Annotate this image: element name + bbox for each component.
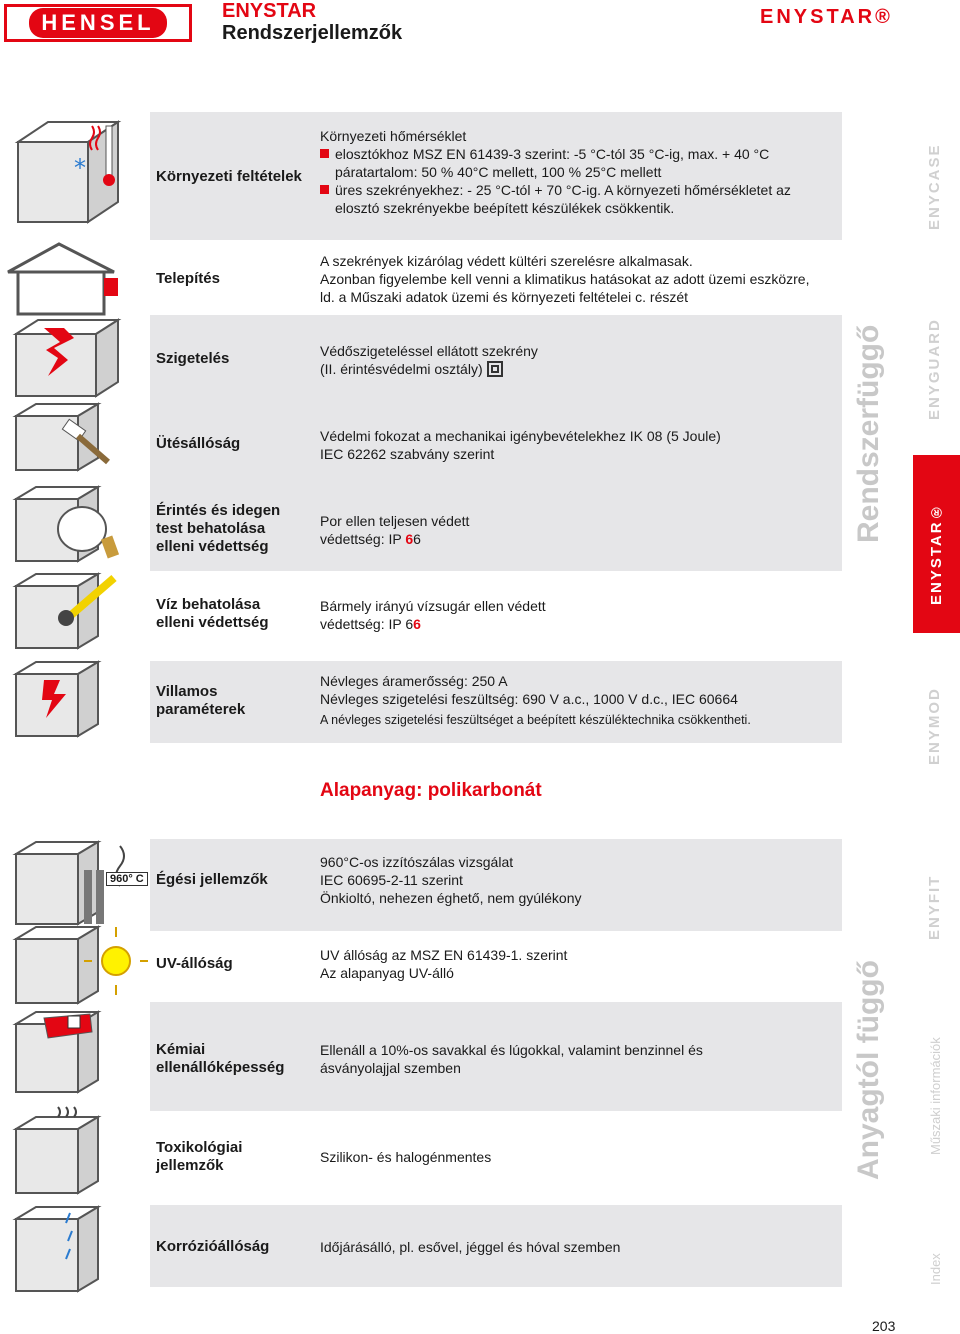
label-szigeteles: Szigetelés bbox=[156, 350, 230, 367]
line: Por ellen teljesen védett bbox=[320, 513, 470, 529]
text-uv bbox=[320, 946, 840, 982]
line: Névleges szigetelési feszültség: 690 V a.c., 1000 V d.c., IEC 60664 bbox=[320, 691, 738, 707]
tab-muszaki-informaciok[interactable]: Műszaki információk bbox=[928, 1037, 943, 1155]
text-villamos bbox=[320, 672, 840, 729]
line-text: elosztó szekrényekbe beépített készülékek csökkentik. bbox=[335, 200, 675, 216]
cabinet-sun-icon bbox=[8, 925, 148, 1005]
label-utesallosag: Ütésállóság bbox=[156, 435, 241, 452]
label-uv: UV-állóság bbox=[156, 955, 233, 972]
label-egesi: Égési jellemzők bbox=[156, 871, 268, 888]
line: Védőszigeteléssel ellátott szekrény bbox=[320, 343, 538, 359]
label-korrozio: Korrózióállóság bbox=[156, 1238, 270, 1255]
line bbox=[320, 199, 830, 217]
cabinet-lightning-icon bbox=[8, 318, 128, 398]
line-ip bbox=[320, 530, 840, 548]
label-villamos bbox=[156, 683, 245, 719]
line-text: elosztókhoz MSZ EN 61439-3 szerint: -5 °C-tól 35 °C-ig, max. + 40 °C bbox=[335, 146, 770, 162]
ip-prefix: védettség: IP 6 bbox=[320, 616, 414, 632]
tab-enystar-active[interactable] bbox=[913, 455, 960, 633]
label-line: Villamos bbox=[156, 683, 218, 700]
temp-badge: 960° C bbox=[106, 872, 148, 886]
line: IEC 62262 szabvány szerint bbox=[320, 446, 495, 462]
line: ásványolajjal szemben bbox=[320, 1060, 461, 1076]
side-label-anyagtol: Anyagtól függő bbox=[852, 960, 885, 1180]
label-erintes bbox=[156, 502, 280, 556]
cabinet-hammer-icon bbox=[8, 402, 128, 472]
cabinet-chemical-icon bbox=[8, 1010, 128, 1095]
cabinet-fumes-icon bbox=[8, 1105, 128, 1195]
small-line: A névleges szigetelési feszültséget a beépített készüléktechnika csökkentheti. bbox=[320, 713, 751, 727]
tab-enycase[interactable]: ENYCASE bbox=[926, 143, 943, 230]
enystar-logo: ENYSTAR® bbox=[760, 6, 893, 28]
tab-index[interactable]: Index bbox=[928, 1253, 943, 1285]
line: Az alapanyag UV-álló bbox=[320, 965, 454, 981]
tab-enymod[interactable]: ENYMOD bbox=[926, 687, 943, 765]
text-kemiai bbox=[320, 1041, 840, 1077]
ip-prefix: védettség: IP bbox=[320, 531, 406, 547]
double-insulation-icon bbox=[487, 361, 503, 377]
hensel-logo bbox=[4, 4, 192, 42]
text-utesallosag bbox=[320, 427, 840, 463]
text-korrozio bbox=[320, 1238, 840, 1256]
label-kemiai bbox=[156, 1041, 284, 1077]
line-ip bbox=[320, 615, 840, 633]
label-line: test behatolása bbox=[156, 520, 266, 537]
svg-text:*: * bbox=[74, 154, 86, 182]
label-line: elleni védettség bbox=[156, 614, 269, 631]
text-egesi bbox=[320, 853, 840, 907]
text-viz bbox=[320, 597, 840, 633]
text-erintes bbox=[320, 512, 840, 548]
line-text: üres szekrényekhez: - 25 °C-tól + 70 °C-ig. A környezeti hőmérsékletet az bbox=[335, 182, 791, 198]
line: 960°C-os izzítószálas vizsgálat bbox=[320, 854, 514, 870]
tab-enyfit[interactable]: ENYFIT bbox=[926, 874, 943, 940]
label-line: jellemzők bbox=[156, 1157, 224, 1174]
cabinet-thermometer-icon bbox=[8, 112, 128, 232]
line: Önkioltó, nehezen éghető, nem gyúlékony bbox=[320, 890, 582, 906]
line: Bármely irányú vízsugár ellen védett bbox=[320, 598, 546, 614]
tab-enystar-label: ENYSTAR® bbox=[928, 501, 945, 605]
line: Azonban figyelembe kell venni a klimatikus hatásokat az adott üzemi eszközre, bbox=[320, 271, 810, 287]
line: Időjárásálló, pl. esővel, jéggel és hóval szemben bbox=[320, 1239, 621, 1255]
house-icon bbox=[4, 242, 124, 317]
text-kornyezeti bbox=[320, 127, 830, 217]
label-line: Víz behatolása bbox=[156, 596, 261, 613]
line: Ellenáll a 10%-os savakkal és lúgokkal, valamint benzinnel és bbox=[320, 1042, 703, 1058]
label-line: elleni védettség bbox=[156, 538, 269, 555]
bullet-icon bbox=[320, 149, 329, 158]
page-title: Rendszerjellemzők bbox=[222, 22, 403, 44]
line bbox=[320, 181, 830, 199]
label-line: paraméterek bbox=[156, 701, 246, 718]
text-telepites bbox=[320, 252, 840, 306]
line bbox=[320, 360, 840, 378]
ip-rest: 6 bbox=[413, 531, 421, 547]
ip-red-digit: 6 bbox=[413, 616, 421, 632]
tab-enyguard[interactable]: ENYGUARD bbox=[926, 318, 943, 420]
label-kornyezeti: Környezeti feltételek bbox=[156, 168, 302, 185]
label-toxikologiai bbox=[156, 1139, 242, 1175]
logo-text: HENSEL bbox=[29, 8, 166, 38]
section-title-material: Alapanyag: polikarbonát bbox=[320, 780, 542, 801]
line: Védelmi fokozat a mechanikai igénybevételekhez IK 08 (5 Joule) bbox=[320, 428, 721, 444]
line: IEC 60695-2-11 szerint bbox=[320, 872, 463, 888]
doc-brand: ENYSTAR bbox=[222, 0, 317, 22]
label-line: Kémiai bbox=[156, 1041, 206, 1058]
text-szigeteles bbox=[320, 342, 840, 378]
line: Szilikon- és halogénmentes bbox=[320, 1149, 492, 1165]
label-line: Toxikológiai bbox=[156, 1139, 243, 1156]
label-line: Érintés és idegen bbox=[156, 502, 281, 519]
line: Környezeti hőmérséklet bbox=[320, 128, 467, 144]
cabinet-lightning-icon bbox=[8, 660, 128, 740]
page-number: 203 bbox=[872, 1318, 896, 1334]
text-toxikologiai bbox=[320, 1148, 840, 1166]
label-viz bbox=[156, 596, 269, 632]
label-line: ellenállóképesség bbox=[156, 1059, 285, 1076]
line bbox=[320, 145, 830, 163]
line-text: (II. érintésvédelmi osztály) bbox=[320, 361, 483, 377]
line bbox=[320, 163, 830, 181]
line: UV állóság az MSZ EN 61439-1. szerint bbox=[320, 947, 568, 963]
line: Névleges áramerősség: 250 A bbox=[320, 673, 508, 689]
cabinet-water-jet-icon bbox=[8, 572, 128, 652]
line: ld. a Műszaki adatok üzemi és környezeti feltételei c. részét bbox=[320, 289, 689, 305]
bullet-icon bbox=[320, 185, 329, 194]
cabinet-dust-icon bbox=[8, 485, 128, 565]
line-bold: A szekrények kizárólag védett kültéri szerelésre alkalmasak. bbox=[320, 253, 693, 269]
side-label-rendszerfuggo: Rendszerfüggő bbox=[852, 324, 885, 543]
label-telepites: Telepítés bbox=[156, 270, 220, 287]
line-text: páratartalom: 50 % 40°C mellett, 100 % 25°C mellett bbox=[335, 164, 662, 180]
cabinet-rain-icon bbox=[8, 1205, 128, 1293]
ip-red-digit: 6 bbox=[405, 531, 414, 547]
